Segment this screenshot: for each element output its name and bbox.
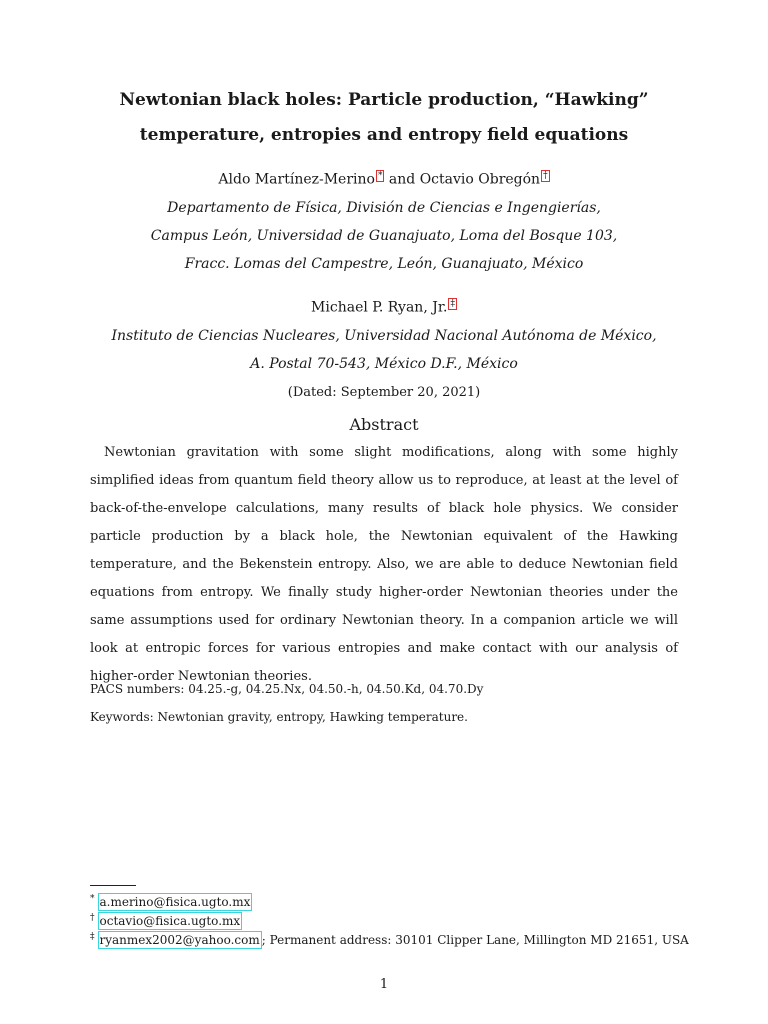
keywords: Keywords: Newtonian gravity, entropy, Hawking temperature. bbox=[90, 710, 468, 724]
author-name-ryan: Michael P. Ryan, Jr. bbox=[311, 299, 448, 316]
author-name-merino: Aldo Martínez-Merino bbox=[218, 171, 375, 188]
affiliation-1-line-3: Fracc. Lomas del Campestre, León, Guanajuato, México bbox=[184, 256, 584, 272]
affiliation-2-line-1: Instituto de Ciencias Nucleares, Universidad Nacional Autónoma de México, bbox=[111, 328, 657, 344]
dated-line: (Dated: September 20, 2021) bbox=[287, 385, 481, 400]
abstract-text: Newtonian gravitation with some slight modifications, along with some highly simplified ideas from quantum field theory allow us to reproduce, at least at the level of back-of-the-envelope calculations, many results of black hole physics. We consider particle production by a black hole, the Newtonian equivalent of the Hawking temperature, and the Bekenstein entropy. Also, we are able to deduce Newtonian field equations from entropy. We finally study higher-order Newtonian theories under the same assumptions used for ordinary Newtonian theory. In a companion article we will look at entropic forces for various entropies and make contact with our analysis of higher-order Newtonian theories. bbox=[90, 445, 678, 684]
affiliation-2-line-2: A. Postal 70-543, México D.F., México bbox=[250, 356, 518, 372]
affiliation-1-line-2: Campus León, Universidad de Guanajuato, Loma del Bosque 103, bbox=[150, 228, 618, 244]
affiliation-1-line-1: Departamento de Física, División de Ciencias e Ingengierías, bbox=[167, 200, 601, 216]
paper-title-line-2: temperature, entropies and entropy field equations bbox=[139, 125, 629, 145]
footnote-rule bbox=[90, 885, 136, 886]
page-number: 1 bbox=[379, 977, 389, 992]
footnote-3 bbox=[90, 929, 689, 949]
abstract-heading: Abstract bbox=[349, 415, 419, 434]
footnote-link-2[interactable]: † bbox=[543, 171, 548, 181]
footnote-permanent-address: ; Permanent address: 30101 Clipper Lane, Millington MD 21651, USA bbox=[261, 933, 689, 947]
author-line-1 bbox=[0, 170, 768, 189]
footnote-mark-3: ‡ bbox=[90, 932, 95, 942]
pacs-numbers: PACS numbers: 04.25.-g, 04.25.Nx, 04.50.-h, 04.50.Kd, 04.70.Dy bbox=[90, 682, 484, 696]
footnote-mark-1: * bbox=[90, 894, 95, 904]
footnote-2 bbox=[90, 910, 242, 930]
footnote-email-link-2[interactable]: octavio@fisica.ugto.mx bbox=[99, 914, 241, 928]
paper-title-line-1: Newtonian black holes: Particle production, “Hawking” bbox=[119, 90, 649, 110]
footnote-email-link-1[interactable]: a.merino@fisica.ugto.mx bbox=[99, 895, 251, 909]
footnote-1 bbox=[90, 891, 252, 911]
footnote-mark-2: † bbox=[90, 913, 95, 923]
author-name-obregon: and Octavio Obregón bbox=[384, 171, 541, 188]
author-line-2 bbox=[0, 298, 768, 317]
footnote-link-1[interactable]: * bbox=[377, 171, 383, 181]
footnote-link-3[interactable]: ‡ bbox=[450, 299, 455, 309]
footnote-email-link-3[interactable]: ryanmex2002@yahoo.com bbox=[99, 933, 260, 947]
